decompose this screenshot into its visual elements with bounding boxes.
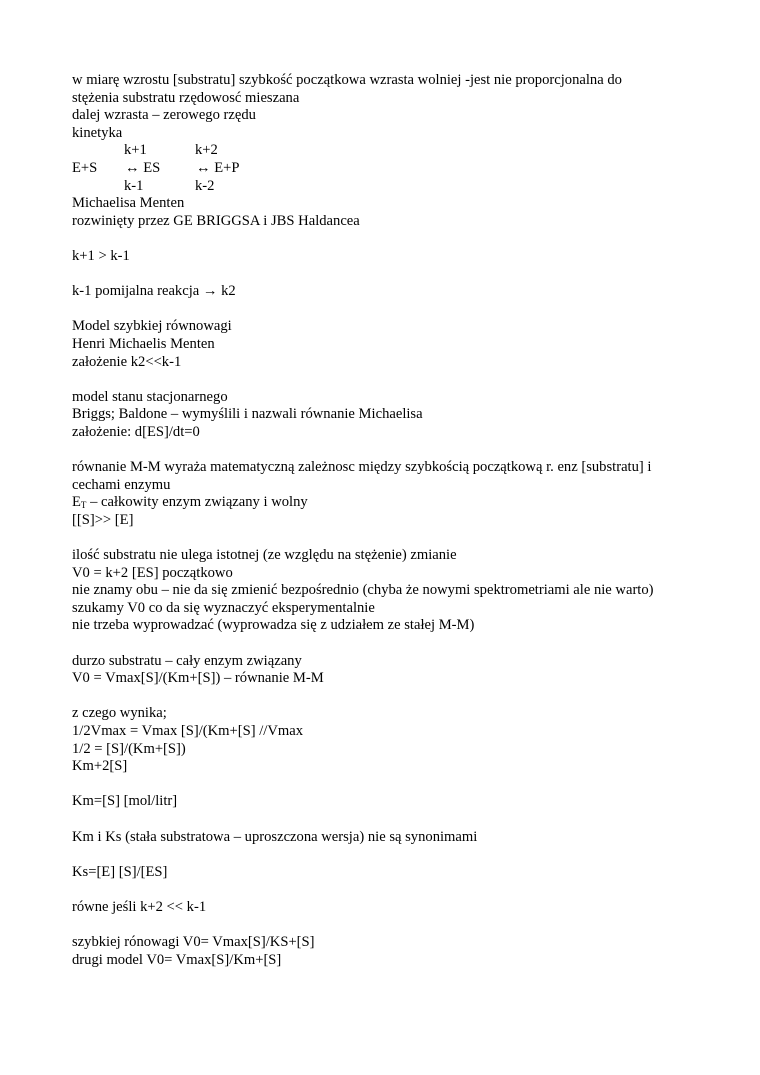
- rate-constant-k-1: k-1: [124, 177, 144, 194]
- reaction-rate-constants-bottom: [72, 178, 692, 196]
- text-line: model stanu stacjonarnego: [72, 388, 228, 405]
- et-subscript: T: [80, 500, 87, 511]
- rate-constant-k+1: k+1: [124, 142, 147, 159]
- text-line: Briggs; Baldone – wymyślili i nazwali równanie Michaelisa: [72, 406, 423, 423]
- text-line: Km+2[S]: [72, 758, 128, 775]
- text-line: z czego wynika;: [72, 705, 167, 722]
- text-line: 1/2Vmax = Vmax [S]/(Km+[S] //Vmax: [72, 722, 304, 739]
- reactants: E+S: [72, 159, 98, 176]
- document-body: [72, 72, 692, 969]
- text-line: V0 = Vmax[S]/(Km+[S]) – równanie M-M: [72, 670, 324, 687]
- reaction-rate-constants-top: [72, 142, 692, 160]
- text-line: założenie k2<<k-1: [72, 353, 182, 370]
- text-line: V0 = k+2 [ES] początkowo: [72, 564, 233, 581]
- text-line: Km i Ks (stała substratowa – uproszczona wersja) nie są synonimami: [72, 828, 478, 845]
- text-line: równanie M-M wyraża matematyczną zależnosc między szybkością początkową r. enz [substratu] i: [72, 459, 652, 476]
- text-line: 1/2 = [S]/(Km+[S]): [72, 740, 186, 757]
- text-line: Ks=[E] [S]/[ES]: [72, 863, 168, 880]
- et-symbol: E: [72, 494, 81, 511]
- complex-es: ↔ ES: [125, 159, 161, 176]
- text-line: Model szybkiej równowagi: [72, 318, 232, 335]
- text-line: durzo substratu – cały enzym związany: [72, 652, 302, 669]
- text-line: k+1 > k-1: [72, 247, 130, 264]
- text-line: k-1 pomijalna reakcja → k2: [72, 283, 236, 300]
- text-line: dalej wzrasta – zerowego rzędu: [72, 107, 256, 124]
- rate-constant-k+2: k+2: [195, 142, 218, 159]
- text-line: Km=[S] [mol/litr]: [72, 793, 178, 810]
- text-line: drugi model V0= Vmax[S]/Km+[S]: [72, 951, 282, 968]
- et-description: – całkowity enzym związany i wolny: [86, 494, 308, 511]
- text-line: równe jeśli k+2 << k-1: [72, 898, 207, 915]
- text-line: cechami enzymu: [72, 476, 171, 493]
- text-line: szukamy V0 co da się wyznaczyć eksperymentalnie: [72, 599, 375, 616]
- text-line: nie znamy obu – nie da się zmienić bezpośrednio (chyba że nowymi spektrometriami ale nie warto): [72, 582, 654, 599]
- text-line: Henri Michaelis Menten: [72, 335, 215, 352]
- text-line: stężenia substratu rzędowosć mieszana: [72, 89, 300, 106]
- products: ↔ E+P: [196, 159, 240, 176]
- text-line: [[S]>> [E]: [72, 511, 134, 528]
- text-line: założenie: d[ES]/dt=0: [72, 423, 200, 440]
- text-line: kinetyka: [72, 124, 123, 141]
- rate-constant-k-2: k-2: [195, 177, 215, 194]
- text-line: Michaelisa Menten: [72, 195, 185, 212]
- reaction-equation: [72, 160, 692, 178]
- text-line: ilość substratu nie ulega istotnej (ze względu na stężenie) zmianie: [72, 547, 457, 564]
- text-line: szybkiej rónowagi V0= Vmax[S]/KS+[S]: [72, 934, 315, 951]
- text-line: w miarę wzrostu [substratu] szybkość początkowa wzrasta wolniej -jest nie proporcjonalna do: [72, 72, 622, 88]
- text-line: nie trzeba wyprowadzać (wyprowadza się z udziałem ze stałej M-M): [72, 617, 475, 634]
- text-line: rozwinięty przez GE BRIGGSA i JBS Haldancea: [72, 212, 360, 229]
- total-enzyme-line: [72, 494, 692, 512]
